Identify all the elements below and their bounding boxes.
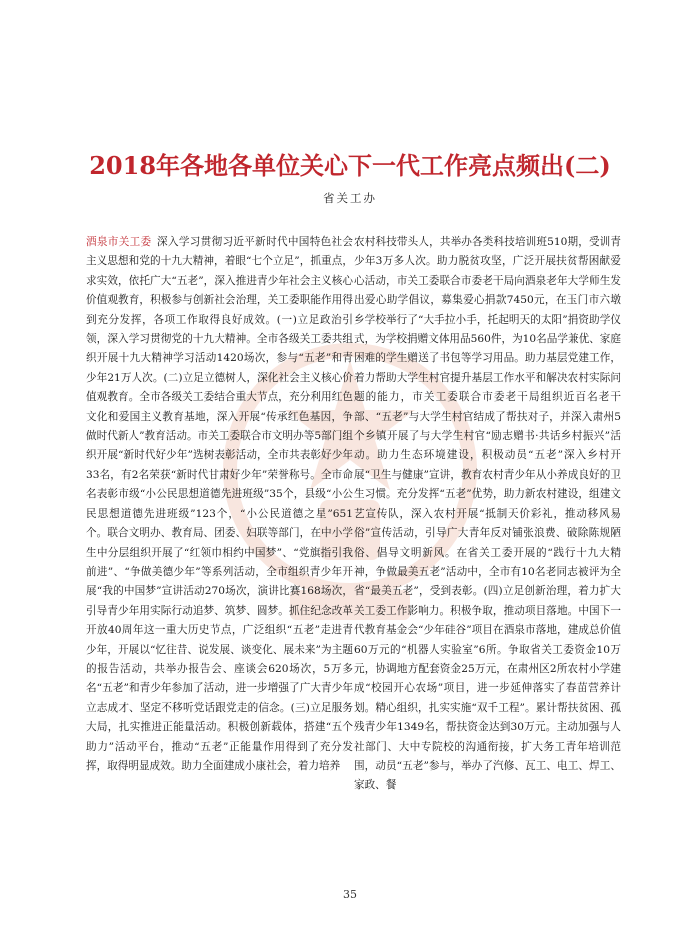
left-column [86,233,353,776]
left-column-paragraph [86,233,353,776]
article-author: 省关工办 [323,191,377,205]
left-column-text: 深入学习贯彻习近平新时代中国特色社会主义思想和党的十九大精神，着眼“七个立足”，抓重点，求实效，依托广大“五老”，深入推进青少年社会主义核心价值观教育，积极参与创新社会治理，关工委职能作用得到充分发挥，各项工作取得良好成效。(一)立足政治引领，深入学习贯彻党的十九大精神。全市各级关工委共组织开展十九大精神学习活动1420场次，参与“五老”和青少年21万人次。(二)立足立德树人，深化社会主义核心价值观教育。全市各级关工委结合重大节点，充分利用红色文化和爱国主义教育基地，深入开展“传承红色基因，争做时代新人”教育活动。市关工委联合市文明办等5部门组织开展“新时代好少年”选树表彰活动，全市共表彰好少年33名，有2名荣获“新时代甘肃好少年”荣誉称号。全市命名表彰市级“小公民思想道德先进班级”35个，县级“小公民思想道德先进班级”123个，“小公民道德之星”651个。联合文明办、教育局、团委、妇联等部门，在中小学生中分层组织开展了“红领巾相约中国梦”、“党旗指引我前进”、“争做美德少年”等系列活动，全市组织青少年开展“我的中国梦”宣讲活动270场次，演讲比赛168场次，引导青少年用实际行动追梦、筑梦、圆梦。抓住纪念改革开放40周年这一重大历史节点，广泛组织“五老”走进青少年，开展以“忆往昔、说发展、谈变化、展未来”为主题的报告活动，共举办报告会、座谈会620场次，5万多名“五老”和青少年参加了活动，进一步增强了广大青少年立志成才、坚定不移听党话跟党走的信念。(三)立足服务大局，扎实推进正能量活动。积极创新载体，搭建“五个助力”活动平台，推动“五老”正能量作用得到了充分发挥，取得明显成效。助力全面建成小康社会，着力培养 [86,236,354,772]
page-number: 35 [343,888,357,901]
right-column-text: 农村科技带头人，共举办各类科技培训班510期，受训青少年3万多人次。助力脱贫攻坚，广泛开展扶贫帮困献爱心活动，市关工委联合市委老干局向酒泉老年大学师生发出爱心助学倡议，募集爱心捐款7450元，在玉门市六墩乡学校举行了“大手拉小手，托起明天的太阳”捐资助学仪式，为学校捐赠文体用品560件，为10名品学兼优、家庭困难的学生赠送了书包等学习用品。助力基层党建工作，着力帮助大学生村官提升基层工作水平和解决农村实际问题的能力，市关工委联合市委老干局组织近百名老干部、“五老”与大学生村官结成了帮扶对子，并深入肃州5个乡镇开展了与大学生村官“励志赠书·共话乡村振兴”活动。助力生态环境建设，积极动员“五老”深入乡村开展“卫生与健康”宣讲，教育农村青少年从小养成良好的卫生习惯。充分发挥“五老”优势，助力新农村建设，组建文艺宣传队，深入农村开展“抵制天价彩礼，推动移风易俗”宣传活动，引导广大青年反对铺张浪费、破除陈规陋俗、倡导文明新风。在省关工委开展的“践行十九大精神，争做最美五老”活动中，全市有10名老同志被评为全省“最美五老”，受到表彰。(四)立足创新治理，着力扩大关工委工作影响力。积极争取，推动项目落地。中国下一代教育基金会“少年硅谷”项目在酒泉市落地，建成总价值60万元的“机器人实验室”6所。争取省关工委资金10万元，协调地方配套资金25万元，在肃州区2所农村小学建成“校园开心农场”项目，进一步延伸落实了春苗营养计划。精心组织，扎实实施“双千工程”。累计帮扶贫困、孤残青少年1349名，帮扶资金达到30万元。主动加强与人社部门、大中专院校的沟通衔接，扩大务工青年培训范围，动员“五老”参与，举办了汽修、瓦工、电工、焊工、家政、餐 [354,236,621,792]
article-title: 2018年各地各单位关心下一代工作亮点频出(二) [89,151,611,180]
unit-label: 酒泉市关工委 [86,236,152,248]
right-column [354,233,621,796]
